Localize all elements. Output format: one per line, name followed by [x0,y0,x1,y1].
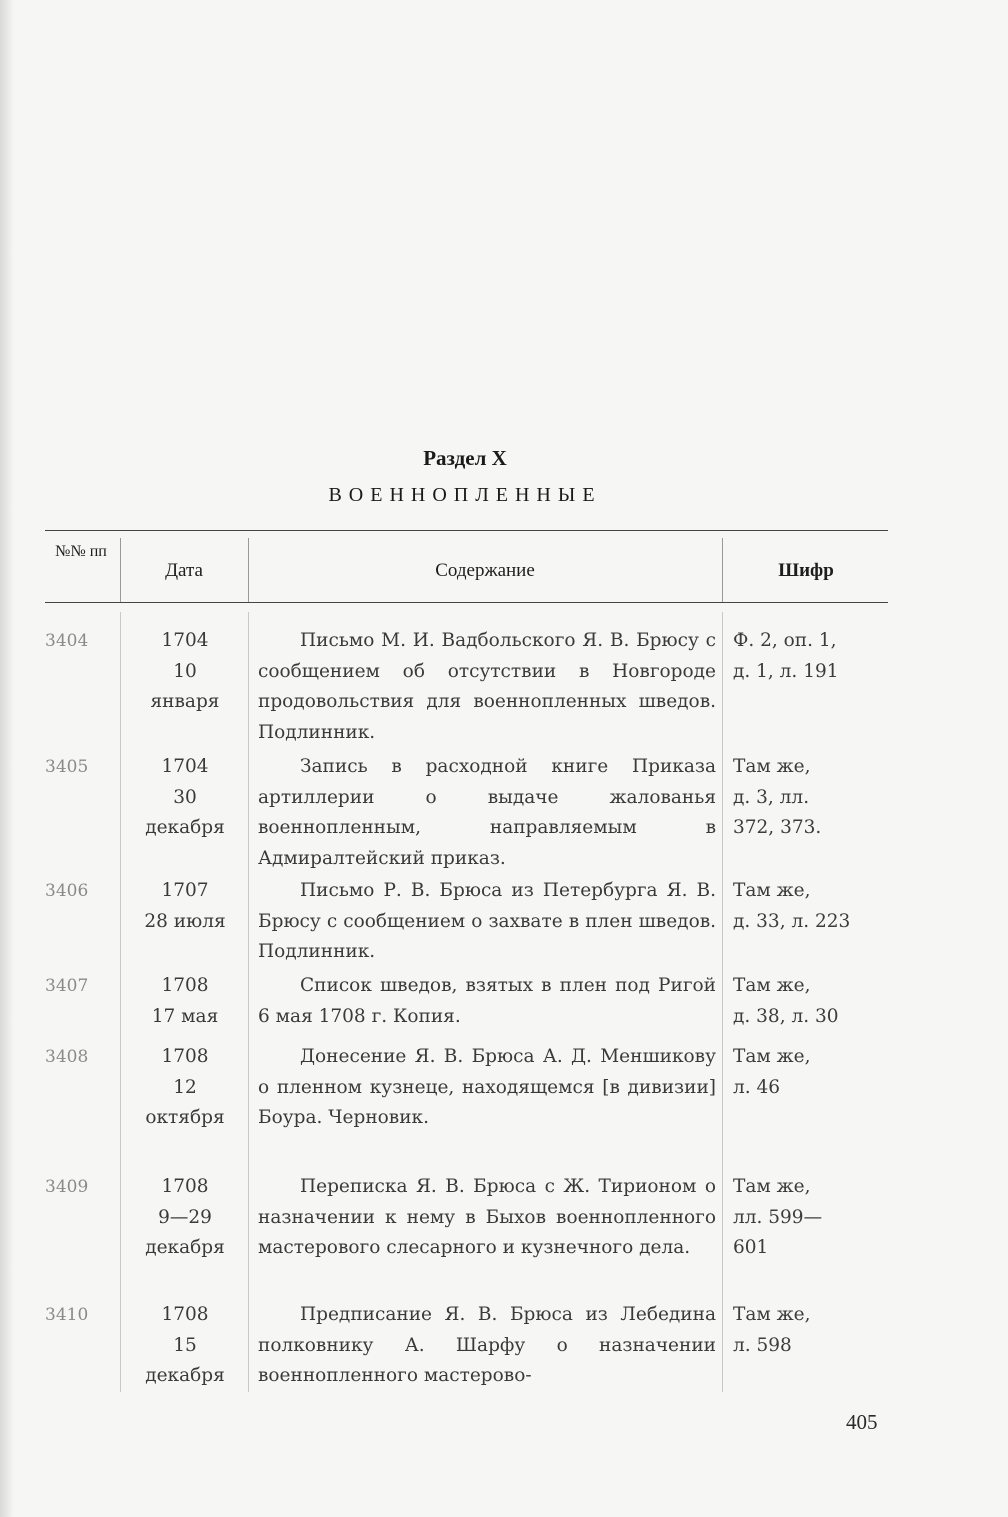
row-date [123,1172,247,1264]
date-day: 9—29 [158,1206,212,1228]
date-year: 1708 [161,1304,209,1325]
date-month: декабря [145,1237,225,1258]
date-month: декабря [145,817,225,838]
row-date [123,971,247,1032]
column-divider [120,538,121,602]
table-top-rule [45,530,888,531]
row-number: 3410 [45,1305,89,1325]
row-code [733,626,893,687]
date-year: 1707 [161,880,209,901]
page-number: 405 [846,1410,878,1434]
row-number: 3409 [45,1177,89,1197]
row-code [733,971,893,1032]
scan-edge-shadow [0,0,14,1517]
code-line: Там же, [733,1304,811,1325]
column-divider [722,538,723,602]
date-day: 15 [173,1334,197,1356]
row-content: Донесение Я. В. Брюса А. Д. Меншикову о пленном кузнеце, находящемся [в дивизии] Боура. Черновик. [258,1046,716,1128]
date-month: декабря [145,1365,225,1386]
section-subtitle: ВОЕННОПЛЕННЫЕ [328,484,602,506]
date-month: октября [145,1107,225,1128]
code-line: Там же, [733,1046,811,1067]
code-line: д. 38, л. 30 [733,1005,839,1027]
column-divider [248,538,249,602]
column-divider [722,612,723,1392]
code-line: л. 46 [733,1076,781,1098]
date-day-month: 17 мая [151,1005,219,1027]
date-day: 10 [173,660,197,682]
row-content: Письмо Р. В. Брюса из Петербурга Я. В. Брюсу с сообщением о захвате в плен шведов. Подлинник. [258,880,716,962]
code-line: Там же, [733,880,811,901]
column-header-number: №№ пп [55,543,107,560]
column-header-code: Шифр [778,560,834,581]
row-number: 3408 [45,1047,89,1067]
date-year: 1704 [161,630,209,651]
code-line: 372, 373. [733,817,822,838]
column-header-date: Дата [165,560,203,581]
column-divider [248,612,249,1392]
row-code [733,752,893,844]
code-line: Там же, [733,1176,811,1197]
row-date [123,1042,247,1134]
code-line: 601 [733,1237,769,1258]
date-day: 12 [173,1076,197,1098]
date-year: 1708 [161,1176,209,1197]
section-title: Раздел X [423,446,507,470]
row-content: Запись в расходной книге Приказа артиллерии о выдаче жалованья военнопленным, направляемым в Адмиралтейский приказ. [258,756,716,869]
date-month: января [150,691,220,712]
table-header-rule [45,602,888,603]
row-content: Предписание Я. В. Брюса из Лебедина полковнику А. Шарфу о назначении военнопленного мастерово- [258,1304,716,1386]
date-day: 30 [173,786,197,808]
row-number: 3406 [45,881,89,901]
row-number: 3404 [45,631,89,651]
column-divider [120,612,121,1392]
row-code [733,1172,893,1264]
row-number: 3407 [45,976,89,996]
row-content: Список шведов, взятых в плен под Ригой 6 мая 1708 г. Копия. [258,975,716,1027]
row-code [733,1300,893,1361]
code-line: Ф. 2, оп. 1, [733,630,837,651]
row-code [733,1042,893,1103]
code-line: Там же, [733,756,811,777]
row-content: Письмо М. И. Вадбольского Я. В. Брюсу с сообщением об отсутствии в Новгороде продовольствия для военнопленных шведов. Подлинник. [258,630,716,743]
row-date [123,1300,247,1392]
code-line: лл. 599— [733,1206,823,1228]
row-date [123,626,247,718]
row-number: 3405 [45,757,89,777]
code-line: д. 33, л. 223 [733,910,851,932]
row-date [123,752,247,844]
code-line: л. 598 [733,1334,792,1356]
date-year: 1708 [161,975,209,996]
code-line: д. 3, лл. [733,786,810,808]
code-line: д. 1, л. 191 [733,660,839,682]
row-code [733,876,893,937]
date-year: 1704 [161,756,209,777]
row-content: Переписка Я. В. Брюса с Ж. Тирионом о назначении к нему в Быхов военнопленного мастерового слесарного и кузнечного дела. [258,1176,716,1258]
date-day-month: 28 июля [144,910,226,932]
row-date [123,876,247,937]
date-year: 1708 [161,1046,209,1067]
code-line: Там же, [733,975,811,996]
column-header-content: Содержание [435,560,535,581]
